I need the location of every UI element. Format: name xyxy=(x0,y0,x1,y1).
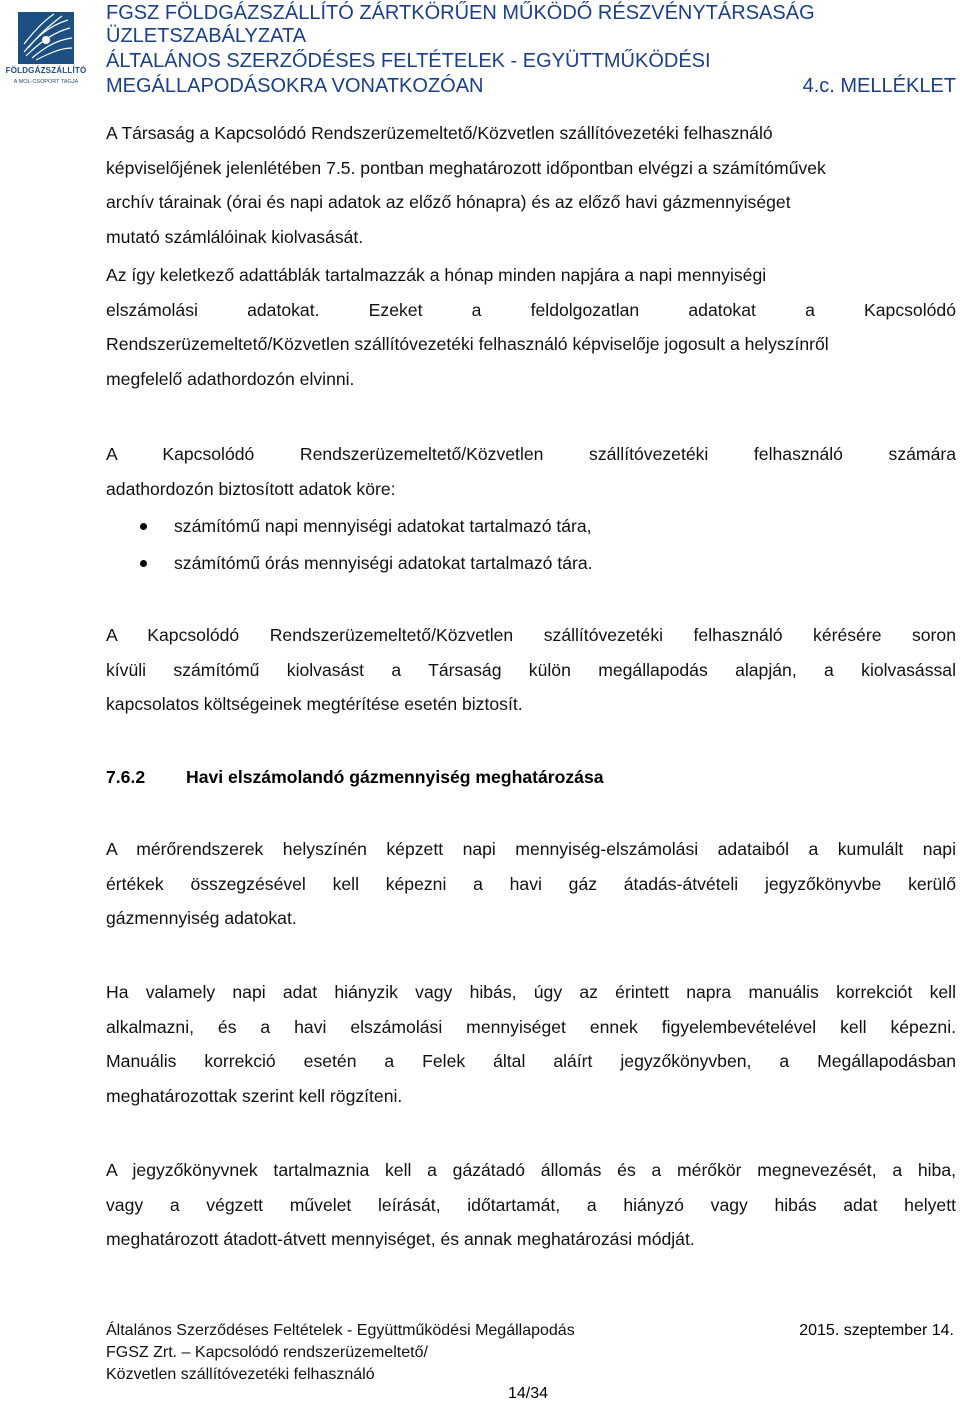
header-annex-label: 4.c. MELLÉKLET xyxy=(802,75,956,97)
paragraph-line: archív tárainak (órai és napi adatok az előző hónapra) és az előző havi gázmennyiséget xyxy=(106,192,791,212)
footer-document-title: Általános Szerződéses Feltételek - Együttműködési Megállapodás xyxy=(106,1322,575,1339)
paragraph-line: kapcsolatos költségeinek megtérítése esetén biztosít. xyxy=(106,694,523,714)
bullet-icon xyxy=(140,523,147,530)
paragraph-line: A Kapcsolódó Rendszerüzemeltető/Közvetlen szállítóvezetéki felhasználó kérésére soron xyxy=(106,625,956,645)
paragraph-3 xyxy=(106,437,956,506)
paragraph-line: Ha valamely napi adat hiányzik vagy hibás, úgy az érintett napra manuális korrekciót kell xyxy=(106,982,956,1002)
paragraph-line: alkalmazni, és a havi elszámolási mennyiséget ennek figyelembevételével kell képezni. xyxy=(106,1016,956,1037)
paragraph-line: A Kapcsolódó Rendszerüzemeltető/Közvetlen szállítóvezetéki felhasználó számára xyxy=(106,444,956,464)
page-number: 14/34 xyxy=(508,1385,549,1402)
paragraph-line: adathordozón biztosított adatok köre: xyxy=(106,478,396,499)
paragraph-line: Rendszerüzemeltető/Közvetlen szállítóvezetéki felhasználó képviselője jogosult a helyszínről xyxy=(106,334,829,354)
header-company-name: FGSZ FÖLDGÁZSZÁLLÍTÓ ZÁRTKÖRŰEN MŰKÖDŐ RÉSZVÉNYTÁRSASÁG xyxy=(106,2,815,24)
paragraph-1 xyxy=(106,116,956,254)
list-item-text: számítómű napi mennyiségi adatokat tartalmazó tára, xyxy=(174,516,592,536)
paragraph-7 xyxy=(106,1153,956,1257)
paragraph-line: értékek összegzésével kell képezni a havi gáz átadás-átvételi jegyzőkönyvbe kerülő xyxy=(106,873,956,894)
paragraph-line: A jegyzőkönyvnek tartalmaznia kell a gázátadó állomás és a mérőkör megnevezését, a hiba, xyxy=(106,1160,956,1180)
header-section-title: ÁLTALÁNOS SZERZŐDÉSES FELTÉTELEK - EGYÜTTMŰKÖDÉSI xyxy=(106,50,711,72)
paragraph-line: A mérőrendszerek helyszínén képzett napi mennyiség-elszámolási adataiból a kumulált napi xyxy=(106,839,956,859)
paragraph-line: Az így keletkező adattáblák tartalmazzák a hónap minden napjára a napi mennyiségi xyxy=(106,265,767,285)
footer-company: FGSZ Zrt. – Kapcsolódó rendszerüzemeltető/ xyxy=(106,1344,428,1361)
logo-tagline: A MOL-CSOPORT TAGJA xyxy=(13,79,79,85)
footer-company-cont: Közvetlen szállítóvezetéki felhasználó xyxy=(106,1366,375,1383)
paragraph-line: megfelelő adathordozón elvinni. xyxy=(106,368,355,389)
logo-name: FÖLDGÁZSZÁLLÍTÓ xyxy=(5,66,87,75)
list-item-text: számítómű órás mennyiségi adatokat tartalmazó tára. xyxy=(174,553,593,573)
paragraph-line: gázmennyiség adatokat. xyxy=(106,908,297,928)
paragraph-2 xyxy=(106,258,956,396)
bullet-icon xyxy=(140,560,147,567)
globe-swirl-logo-icon xyxy=(2,8,90,68)
company-logo xyxy=(2,8,90,94)
paragraph-6 xyxy=(106,975,956,1113)
paragraph-line: képviselőjének jelenlétében 7.5. pontban meghatározott időpontban elvégzi a számítóművek xyxy=(106,157,826,178)
paragraph-line: mutató számlálóinak kiolvasását. xyxy=(106,226,364,247)
header-document-title: ÜZLETSZABÁLYZATA xyxy=(106,25,307,47)
paragraph-line: kívüli számítómű kiolvasást a Társaság külön megállapodás alapján, a kiolvasással xyxy=(106,659,956,680)
paragraph-line: vagy a végzett művelet leírását, időtartamát, a hiányzó vagy hibás adat helyett xyxy=(106,1194,956,1215)
header-section-subtitle: MEGÁLLAPODÁSOKRA VONATKOZÓAN xyxy=(106,75,484,97)
footer-date: 2015. szeptember 14. xyxy=(799,1322,954,1339)
section-title: Havi elszámolandó gázmennyiség meghatározása xyxy=(186,767,604,787)
paragraph-line: meghatározottak szerint kell rögzíteni. xyxy=(106,1085,403,1106)
paragraph-line: elszámolási adatokat. Ezeket a feldolgozatlan adatokat a Kapcsolódó xyxy=(106,299,956,320)
section-number: 7.6.2 xyxy=(106,767,146,787)
paragraph-line: Manuális korrekció esetén a Felek által aláírt jegyzőkönyvben, a Megállapodásban xyxy=(106,1051,956,1071)
paragraph-line: A Társaság a Kapcsolódó Rendszerüzemeltető/Közvetlen szállítóvezetéki felhasználó xyxy=(106,123,773,143)
paragraph-5 xyxy=(106,832,956,936)
paragraph-line: meghatározott átadott-átvett mennyiséget, és annak meghatározási módját. xyxy=(106,1229,695,1249)
paragraph-4 xyxy=(106,618,956,722)
